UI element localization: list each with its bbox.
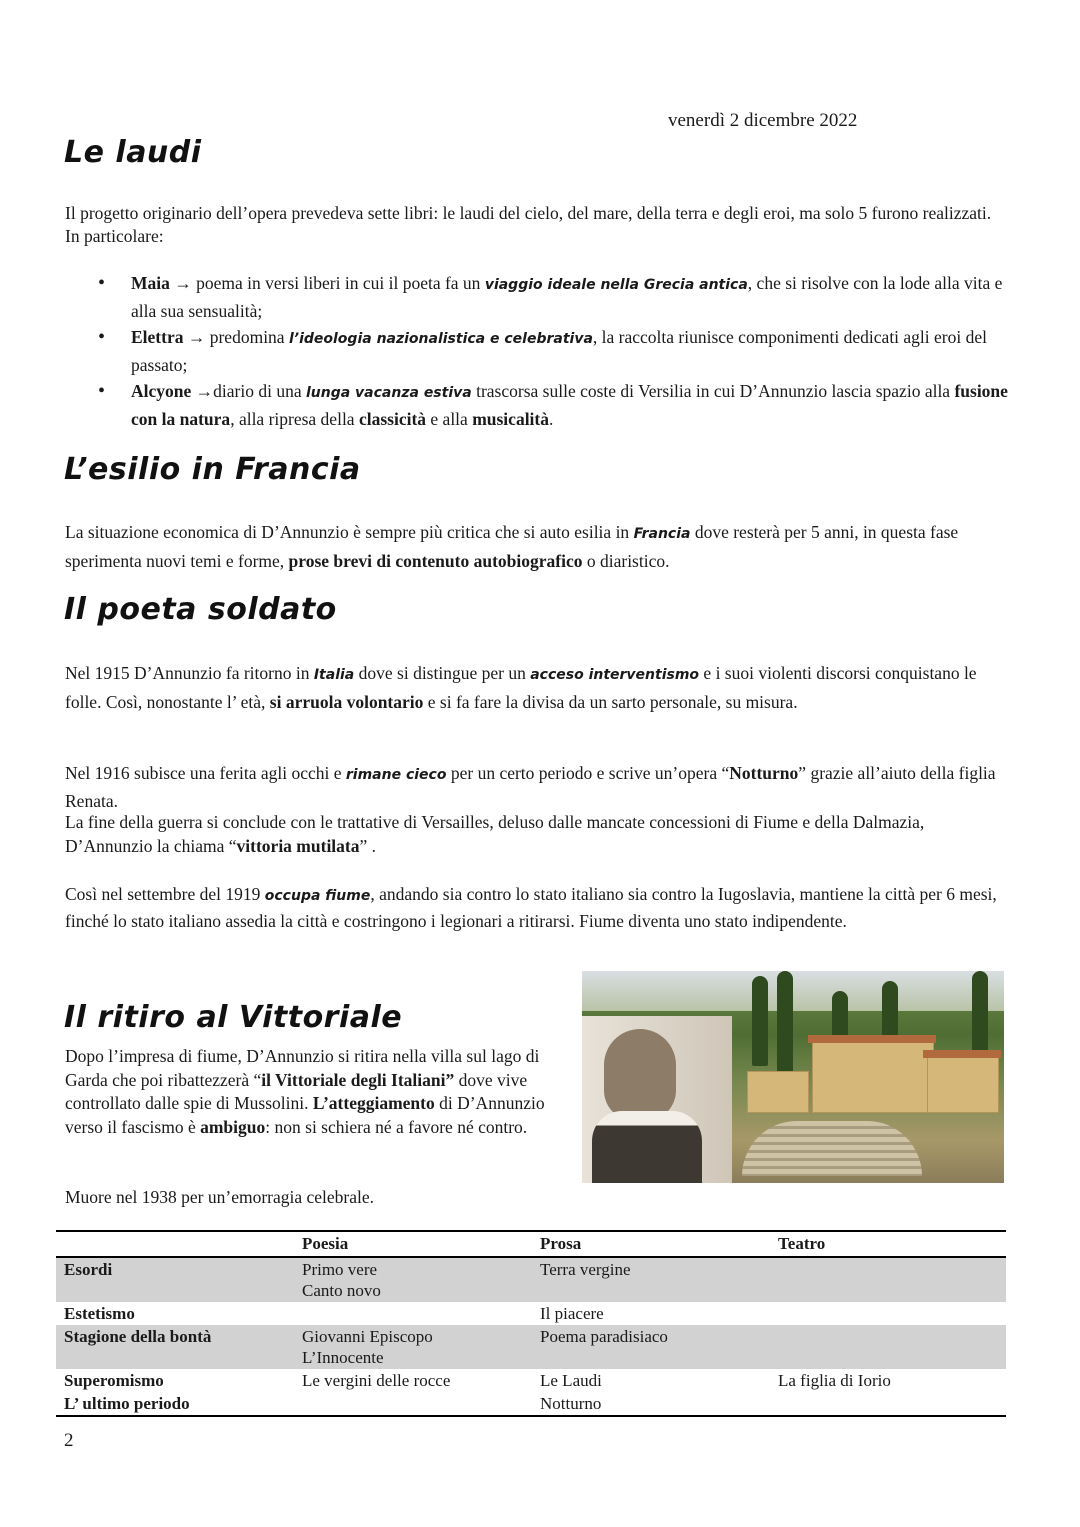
text: Dopo l’impresa di fiume, D’Annunzio si ritira nella villa sul lago di Garda che poi ribattezzerà “ (65, 1046, 540, 1090)
text: dove resterà per 5 anni, in questa fase sperimenta nuovi temi e forme, (65, 522, 959, 571)
table-cell: Le Laudi (540, 1371, 602, 1390)
table-cell: Esordi (56, 1257, 294, 1302)
table-cell: La figlia di Iorio (778, 1371, 891, 1390)
text: per un certo periodo e scrive un’opera “ (446, 763, 730, 783)
item-name: Maia (131, 273, 170, 293)
table-cell: Terra vergine (532, 1257, 770, 1302)
arrow-icon: → (191, 381, 214, 401)
item-text: , che si risolve con la lode alla vita e alla sua sensualità; (131, 273, 1003, 321)
bold-text: Notturno (729, 763, 799, 783)
text: e si fa fare la divisa da un sarto personale, su misura. (423, 692, 798, 712)
table-cell: Notturno (532, 1392, 770, 1416)
table-cell: Giovanni Episcopo L’Innocente (294, 1325, 532, 1369)
bold-text: fusione con la natura (131, 381, 1008, 429)
esilio-paragraph (65, 519, 1000, 575)
arrow-icon: → (169, 273, 197, 293)
table-cell: Superomismo (64, 1371, 164, 1390)
arrow-icon: → (183, 327, 210, 347)
bold-text: vittoria mutilata (236, 836, 360, 856)
date: venerdì 2 dicembre 2022 (668, 110, 858, 131)
bold-text: il Vittoriale degli Italiani” (261, 1069, 455, 1090)
item-name: Elettra (131, 327, 184, 347)
bold-text: prose brevi di contenuto autobiografico (288, 551, 583, 571)
vittoriale-photo (582, 971, 1004, 1183)
text: Così nel settembre del 1919 (65, 884, 265, 904)
item-text: trascorsa sulle coste di Versilia in cui D’Annunzio lascia spazio alla (471, 381, 955, 401)
bold-text: classicità (358, 409, 427, 429)
text: : non si schiera né a favore né contro. (265, 1116, 528, 1137)
laudi-intro-text: Il progetto originario dell’opera prevedeva sette libri: le laudi del cielo, del mare, della terra e degli eroi, ma solo 5 furono realizzati. (65, 203, 992, 223)
table-cell: L’ ultimo periodo (56, 1392, 294, 1416)
bold-text: L’atteggiamento (312, 1093, 435, 1113)
table-header (56, 1231, 294, 1257)
text: Nel 1916 subisce una ferita agli occhi e (65, 763, 346, 783)
item-name: Alcyone (131, 381, 192, 401)
table-cell (770, 1325, 1006, 1369)
section-title-vittoriale: Il ritiro al Vittoriale (64, 1000, 403, 1035)
highlight: acceso interventismo (530, 667, 700, 683)
text: di D’Annunzio verso il fascismo è (65, 1093, 545, 1137)
table-cell: Il piacere (540, 1304, 604, 1323)
bold-text: musicalità (472, 409, 549, 429)
text: dove si distingue per un (354, 663, 531, 683)
vittoriale-paragraph-1 (65, 1045, 555, 1139)
highlight: Italia (313, 667, 355, 683)
text: ” grazie all’aiuto della figlia Renata. (65, 763, 996, 811)
highlight: occupa fiume (264, 888, 371, 904)
soldato-paragraph-1 (65, 660, 1000, 716)
table-cell: Primo vere Canto novo (294, 1257, 532, 1302)
table-cell (770, 1392, 1006, 1416)
bold-text: ambiguo (200, 1116, 266, 1137)
table-cell (770, 1302, 1006, 1325)
table-header: Poesia (294, 1231, 532, 1257)
laudi-intro (65, 202, 1000, 248)
soldato-paragraph-2 (65, 760, 1000, 814)
item-text: , la raccolta riunisce componimenti dedicati agli eroi del passato; (131, 327, 987, 375)
bold-text: si arruola volontario (269, 692, 424, 712)
item-text: , alla ripresa della (230, 409, 359, 429)
text: La fine della guerra si conclude con le trattative di Versailles, deluso dalle mancate concessioni di Fiume e della Dalmazia, D’Annunzio la chiama “ (65, 812, 925, 856)
item-text: . (549, 409, 554, 429)
list-item (65, 324, 1010, 378)
table-row (56, 1302, 1006, 1325)
vittoriale-paragraph-2: Muore nel 1938 per un’emorragia celebrale. (65, 1187, 375, 1207)
text: La situazione economica di D’Annunzio è sempre più critica che si auto esilia in (65, 522, 634, 542)
soldato-paragraph-4 (65, 882, 1020, 934)
text: o diaristico. (582, 551, 670, 571)
list-item (65, 378, 1010, 432)
table-cell: Poema paradisiaco (532, 1325, 770, 1369)
table-row (56, 1369, 1006, 1392)
table-cell: Le vergini delle rocce (302, 1371, 451, 1390)
highlight: viaggio ideale nella Grecia antica (484, 277, 748, 293)
highlight: lunga vacanza estiva (305, 385, 472, 401)
highlight: Francia (633, 526, 691, 542)
table-cell (294, 1302, 532, 1325)
table-cell: Stagione della bontà (56, 1325, 294, 1369)
item-text: diario di una (213, 381, 306, 401)
laudi-list (65, 270, 1010, 432)
text: dove vive controllato dalle spie di Mussolini. (65, 1069, 528, 1113)
table-header: Prosa (532, 1231, 770, 1257)
table-row (56, 1392, 1006, 1416)
highlight: l’ideologia nazionalistica e celebrativa (288, 331, 593, 347)
table-row (56, 1325, 1006, 1369)
text: , andando sia contro lo stato italiano sia contro la Iugoslavia, mantiene la città per 6 mesi, finché lo stato italiano assedia la città e costringono i legionari a ritirarsi. Fiume diventa uno stato indipendente. (65, 884, 997, 931)
text: e i suoi violenti discorsi conquistano le folle. Così, nonostante l’ età, (65, 663, 977, 712)
page-number: 2 (64, 1430, 74, 1451)
soldato-paragraph-3 (65, 810, 1000, 858)
table-cell: Estetismo (64, 1304, 135, 1323)
table-cell (294, 1392, 532, 1416)
item-text: poema in versi liberi in cui il poeta fa un (196, 273, 485, 293)
item-text: e alla (426, 409, 473, 429)
table-header-row (56, 1231, 1006, 1257)
works-table (56, 1230, 1006, 1417)
text: ” . (359, 836, 377, 856)
table-cell (770, 1257, 1006, 1302)
section-title-esilio: L’esilio in Francia (64, 452, 361, 487)
section-title-soldato: Il poeta soldato (64, 592, 337, 627)
highlight: rimane cieco (345, 767, 447, 783)
table-row (56, 1257, 1006, 1302)
item-text: predomina (209, 327, 289, 347)
table-header: Teatro (770, 1231, 1006, 1257)
section-title-laudi: Le laudi (64, 135, 202, 170)
text: Nel 1915 D’Annunzio fa ritorno in (65, 663, 314, 683)
laudi-intro-lead: In particolare: (65, 226, 164, 246)
list-item (65, 270, 1010, 324)
